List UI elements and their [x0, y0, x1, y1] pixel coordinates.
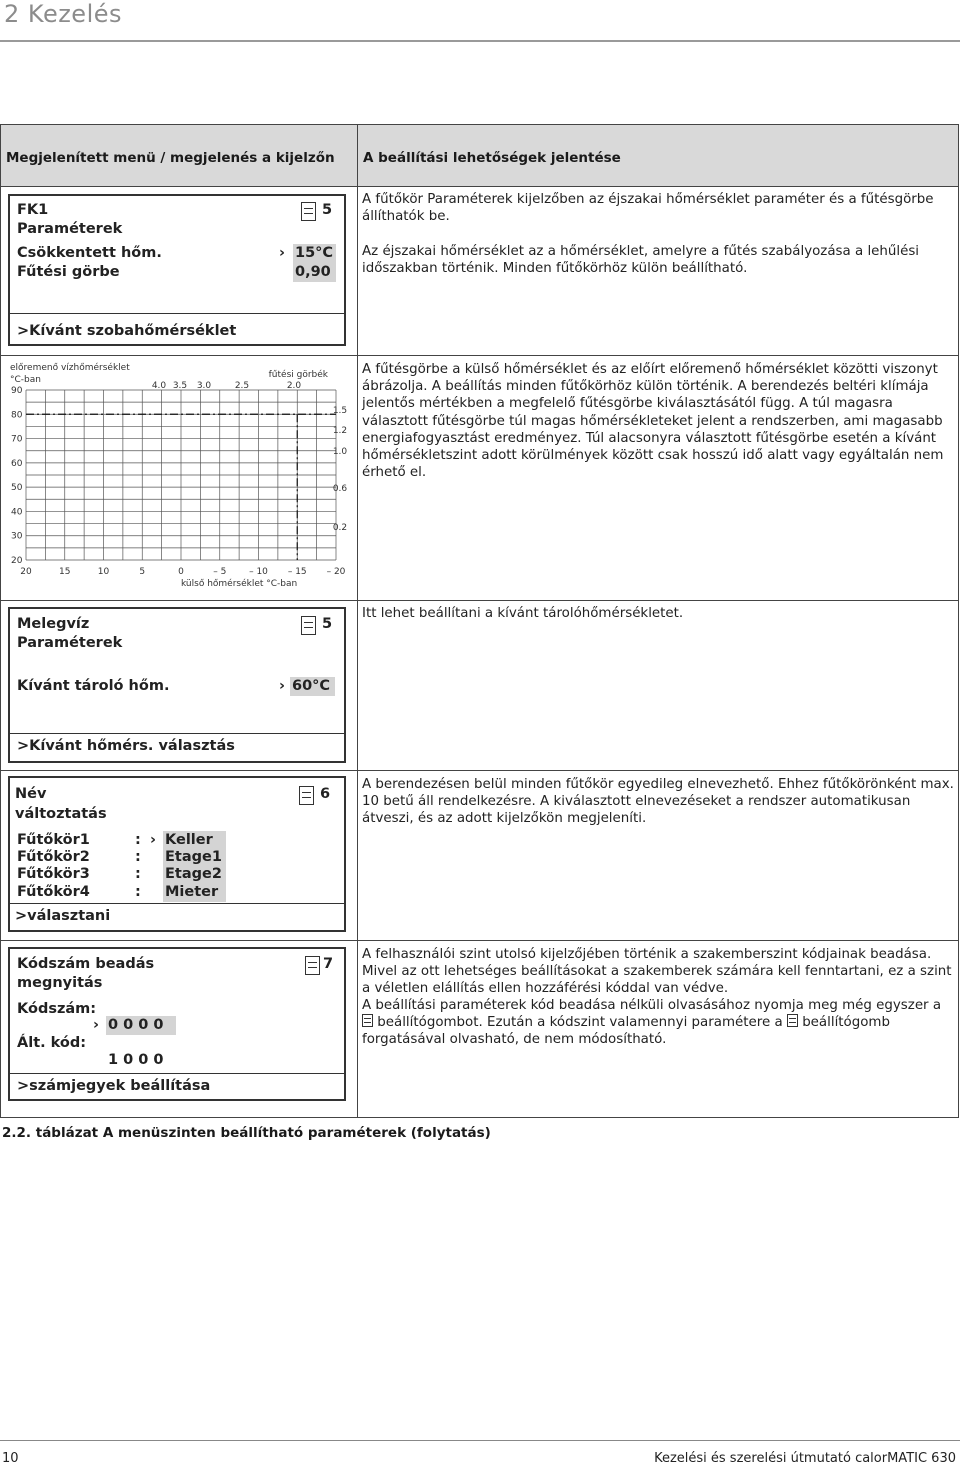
curve-label: 4.0 — [151, 381, 167, 391]
chevron-right-icon: › — [279, 678, 285, 694]
x-tick-label: 5 — [139, 567, 146, 577]
panel3-row-label: Fűtőkör1 — [17, 832, 90, 848]
panel3-row-value[interactable]: Keller — [163, 831, 226, 850]
chevron-right-icon: › — [279, 245, 285, 261]
x-tick-label: 20 — [20, 567, 32, 577]
panel1-footer: >Kívánt szobahőmérséklet — [17, 323, 237, 339]
panel1-row1-value[interactable]: 15°C — [293, 244, 336, 263]
panel1-row2-label: Fűtési görbe — [17, 264, 120, 280]
panel4-footer: >számjegyek beállítása — [17, 1078, 211, 1094]
desc5-p2a: A beállítási paraméterek kód beadása nélküli olvasásához nyomja meg még egyszer a — [362, 998, 942, 1013]
section-title: 2 Kezelés — [4, 0, 123, 28]
curve-label: 0.2 — [332, 523, 348, 533]
page-number: 10 — [2, 1451, 19, 1466]
panel4-line2: megnyitás — [17, 975, 103, 991]
curve-label: 3.0 — [196, 381, 212, 391]
y-tick-label: 40 — [11, 507, 23, 518]
y-axis-label: előremenő vízhőmérséklet — [10, 363, 130, 373]
panel3-row-label: Fűtőkör3 — [17, 866, 90, 882]
panel1-line1: FK1 — [17, 202, 49, 218]
curve-label: 1.0 — [332, 447, 348, 457]
table-column-divider — [357, 124, 358, 1118]
curve-label: 0.6 — [332, 484, 348, 494]
panel3-row-value[interactable]: Mieter — [163, 883, 226, 902]
y-axis-unit: °C-ban — [10, 375, 41, 385]
x-axis-label: külső hőmérséklet °C-ban — [181, 579, 298, 589]
curve-legend-title: fűtési görbék — [268, 370, 328, 380]
menu-button-icon — [362, 1014, 373, 1027]
panel3-row-label: Fűtőkör2 — [17, 849, 90, 865]
desc3-text: Itt lehet beállítani a kívánt tárolóhőmérsékletet. — [362, 606, 684, 621]
panel3-footer: >választani — [15, 908, 111, 924]
table-caption: 2.2. táblázat A menüszinten beállítható paraméterek (folytatás) — [2, 1125, 491, 1141]
desc2-text: A fűtésgörbe a külső hőmérséklet és az előírt előremenő hőmérséklet közötti viszonyt ábrázolja. A beállítás minden fűtőkörhöz külön történik. A berendezés beltéri klímája jelentős mértékben a megfelelő fűtésgörbe kiválasztásától függ. A túl magasra választott fűtésgörbe túl magas hőmérsékleteket jelent a rendszerben, ami magasabb energiafogyasztást eredményez. Túl alacsonyra választott fűtésgörbe esetén a kívánt hőmérsékletszint adott körülmények között csak hosszú idő alatt vagy egyáltalán nem érhető el. — [362, 362, 944, 481]
curve-label: 2.5 — [234, 381, 250, 391]
y-tick-label: 80 — [11, 410, 23, 421]
panel3-line2: változtatás — [15, 806, 107, 822]
panel1-row2-value[interactable]: 0,90 — [293, 263, 336, 282]
panel1-row1-label: Csökkentett hőm. — [17, 245, 162, 261]
menu-icon — [299, 785, 314, 805]
y-tick-label: 30 — [11, 531, 23, 542]
panel2-footer: >Kívánt hőmérs. választás — [17, 738, 235, 754]
panel4-general-value: 1 0 0 0 — [108, 1052, 164, 1068]
panel3-row-sep: : — [135, 849, 141, 865]
panel4-code-label: Kódszám: — [17, 1001, 97, 1017]
y-tick-label: 60 — [11, 458, 23, 469]
panel4-code-value[interactable]: 0 0 0 0 — [106, 1016, 176, 1035]
panel2-row-value[interactable]: 60°C — [290, 677, 335, 696]
panel3-row-label: Fűtőkör4 — [17, 884, 90, 900]
menu-icon — [301, 615, 316, 635]
x-tick-label: 0 — [178, 567, 184, 577]
curve-label: 2.0 — [286, 381, 302, 391]
menu-icon — [305, 955, 320, 975]
panel3-row-sep: : — [135, 866, 141, 882]
panel3-page: 6 — [320, 786, 331, 802]
panel1-line2: Paraméterek — [17, 221, 123, 237]
y-tick-label: 90 — [11, 386, 23, 396]
curve-label: 1.2 — [332, 426, 348, 436]
panel4-general-label: Ált. kód: — [17, 1035, 87, 1051]
panel1-page: 5 — [322, 202, 333, 218]
x-tick-label: – 20 — [326, 567, 346, 577]
panel3-row-sep: : — [135, 884, 141, 900]
x-tick-label: 15 — [59, 567, 71, 577]
x-tick-label: 10 — [97, 567, 110, 577]
panel3-row-sep: : — [135, 832, 141, 848]
y-tick-label: 70 — [11, 434, 23, 445]
panel4-line1: Kódszám beadás — [17, 956, 155, 972]
x-tick-label: – 10 — [249, 567, 268, 577]
desc4-text: A berendezésen belül minden fűtőkör egyedileg elnevezhető. Ehhez fűtőkörönként max. 10 betű áll rendelkezésre. A kiválasztott elnevezéseket a rendszer automatikusan átveszi, és az adott kijelzőkön megjeleníti. — [362, 777, 954, 827]
menu-icon — [301, 201, 316, 221]
x-tick-label: – 5 — [213, 567, 227, 577]
y-tick-label: 20 — [11, 556, 23, 566]
chevron-right-icon: › — [93, 1017, 99, 1033]
y-tick-label: 50 — [11, 483, 23, 494]
desc1-p1: A fűtőkör Paraméterek kijelzőben az éjszakai hőmérséklet paraméter és a fűtésgörbe állíthatók be. — [362, 192, 934, 225]
table-header-right: A beállítási lehetőségek jelentése — [363, 150, 621, 166]
panel3-line1: Név — [15, 786, 47, 802]
panel3-row-value[interactable]: Etage1 — [163, 848, 226, 867]
panel2-page: 5 — [322, 616, 333, 632]
top-rule — [0, 40, 960, 42]
x-tick-label: – 15 — [287, 567, 307, 577]
panel2-row-label: Kívánt tároló hőm. — [17, 678, 170, 694]
panel2-line2: Paraméterek — [17, 635, 123, 651]
table-header-left: Megjelenített menü / megjelenés a kijelzőn — [6, 150, 335, 166]
desc5-p2c: beállítógomb forgatásával olvasható, de nem módosítható. — [362, 1015, 890, 1048]
desc5-p1: A felhasználói szint utolsó kijelzőjében történik a szakemberszint kódjainak beadása. Mivel az ott lehetséges beállításokat a szakemberek számára kell fenntartani, ez a szint a véletlen elállítás ellen hozzáférési kóddal van védve. — [362, 947, 952, 997]
panel4-page: 7 — [323, 956, 334, 972]
menu-button-icon — [787, 1014, 798, 1027]
panel2-line1: Melegvíz — [17, 616, 90, 632]
curve-label: 1.5 — [332, 406, 348, 416]
desc5-p2 — [362, 997, 954, 1049]
curve-label: 3.5 — [172, 381, 188, 391]
document-title: Kezelési és szerelési útmutató calorMATIC 630 — [654, 1451, 956, 1466]
desc1-p2: Az éjszakai hőmérséklet az a hőmérséklet, amelyre a fűtés szabályozása a lehűlési időszakban történik. Minden fűtőkörhöz külön beállítható. — [362, 244, 920, 277]
panel3-row-value[interactable]: Etage2 — [163, 865, 226, 884]
chevron-right-icon: › — [150, 832, 156, 848]
desc5-p2b: beállítógombot. Ezután a kódszint valamennyi paramétere a — [377, 1015, 783, 1031]
heating-curve-chart — [4, 358, 354, 594]
